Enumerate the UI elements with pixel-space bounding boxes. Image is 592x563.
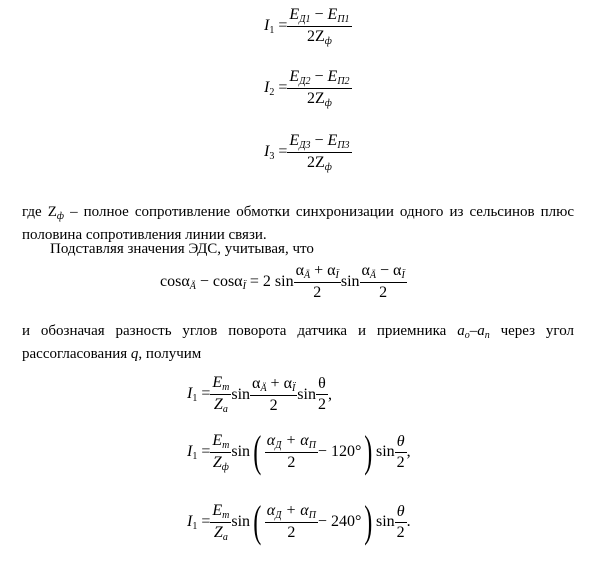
equation-trig-identity: cosα$_Ä$ − cosα$_Ï$ = 2 sin $\frac{\alpha_Ä + \alpha_Ï}{2}$ sin $\frac{\alpha_Ä - \alpha_Ï}{2}$ [160, 262, 405, 301]
fraction: $\frac{\alpha_Д + \alpha_П}{2}$ [266, 432, 316, 471]
equation-i3: $I_3$ = $\frac{E_{Д3} - E_{П3}}{2Z_ф}$ [264, 132, 350, 173]
equation-i1: $I_1$ = $\frac{E_{Д1} - E_{П1}}{2Z_ф}$ [264, 6, 350, 47]
fraction: $\frac{\theta}{2}$ [396, 432, 405, 471]
fraction: $\frac{E_m}{Z_a}$ [212, 374, 230, 415]
fraction: $\frac{\alpha_Д + \alpha_П}{2}$ [266, 502, 316, 541]
equation-final-3: $I_1$ = $\frac{E_m}{Z_a}$ sin ( $\frac{\alpha_Д + \alpha_П}{2}$ − 240° ) sin $\frac{\theta}{2}$ . [187, 497, 411, 546]
fraction: $\frac{E_m}{Z_ф}$ [212, 431, 230, 473]
fraction: $\frac{\alpha_Ä + \alpha_Ï}{2}$ [295, 262, 339, 301]
fraction: $\frac{E_{Д3} - E_{П3}}{2Z_ф}$ [289, 132, 350, 173]
paragraph-substitution: Подставляя значения ЭДС, учитывая, что [50, 241, 314, 257]
fraction: $\frac{\alpha_Ä - \alpha_Ï}{2}$ [361, 262, 405, 301]
paragraph-definition: где $Z_ф$ – полное сопротивление обмотки синхронизации одного из сельсинов плюс половина сопротивления линии связи. [22, 204, 575, 243]
fraction: $\frac{E_{Д2} - E_{П2}}{2Z_ф}$ [289, 68, 350, 109]
paren-open: ( [253, 427, 262, 476]
paren-open: ( [253, 497, 262, 546]
equation-i2: $I_2$ = $\frac{E_{Д2} - E_{П2}}{2Z_ф}$ [264, 68, 350, 109]
eq-lhs: I [264, 17, 270, 34]
fraction: $\frac{E_m}{Z_a}$ [212, 501, 230, 543]
paragraph-mismatch: и обозначая разность углов поворота датчика и приемника $a_o-a_n$ через угол рассогласования q, получим [22, 323, 574, 362]
fraction: $\frac{E_{Д1} - E_{П1}}{2Z_ф}$ [289, 6, 350, 47]
fraction: $\frac{\alpha_Ä + \alpha_Ï}{2}$ [252, 374, 296, 414]
paren-close: ) [364, 497, 373, 546]
fraction: $\frac{\theta}{2}$ [396, 502, 405, 541]
equation-final-2: $I_1$ = $\frac{E_m}{Z_ф}$ sin ( $\frac{\alpha_Д + \alpha_П}{2}$ − 120° ) sin $\frac{\theta}{2}$ , [187, 427, 411, 476]
fraction: $\frac{\theta}{2}$ [317, 375, 326, 413]
equation-final-1: $I_1$ = $\frac{E_m}{Z_a}$ sin $\frac{\alpha_Ä + \alpha_Ï}{2}$ sin $\frac{\theta}{2}$ , [187, 374, 332, 415]
paren-close: ) [364, 427, 373, 476]
